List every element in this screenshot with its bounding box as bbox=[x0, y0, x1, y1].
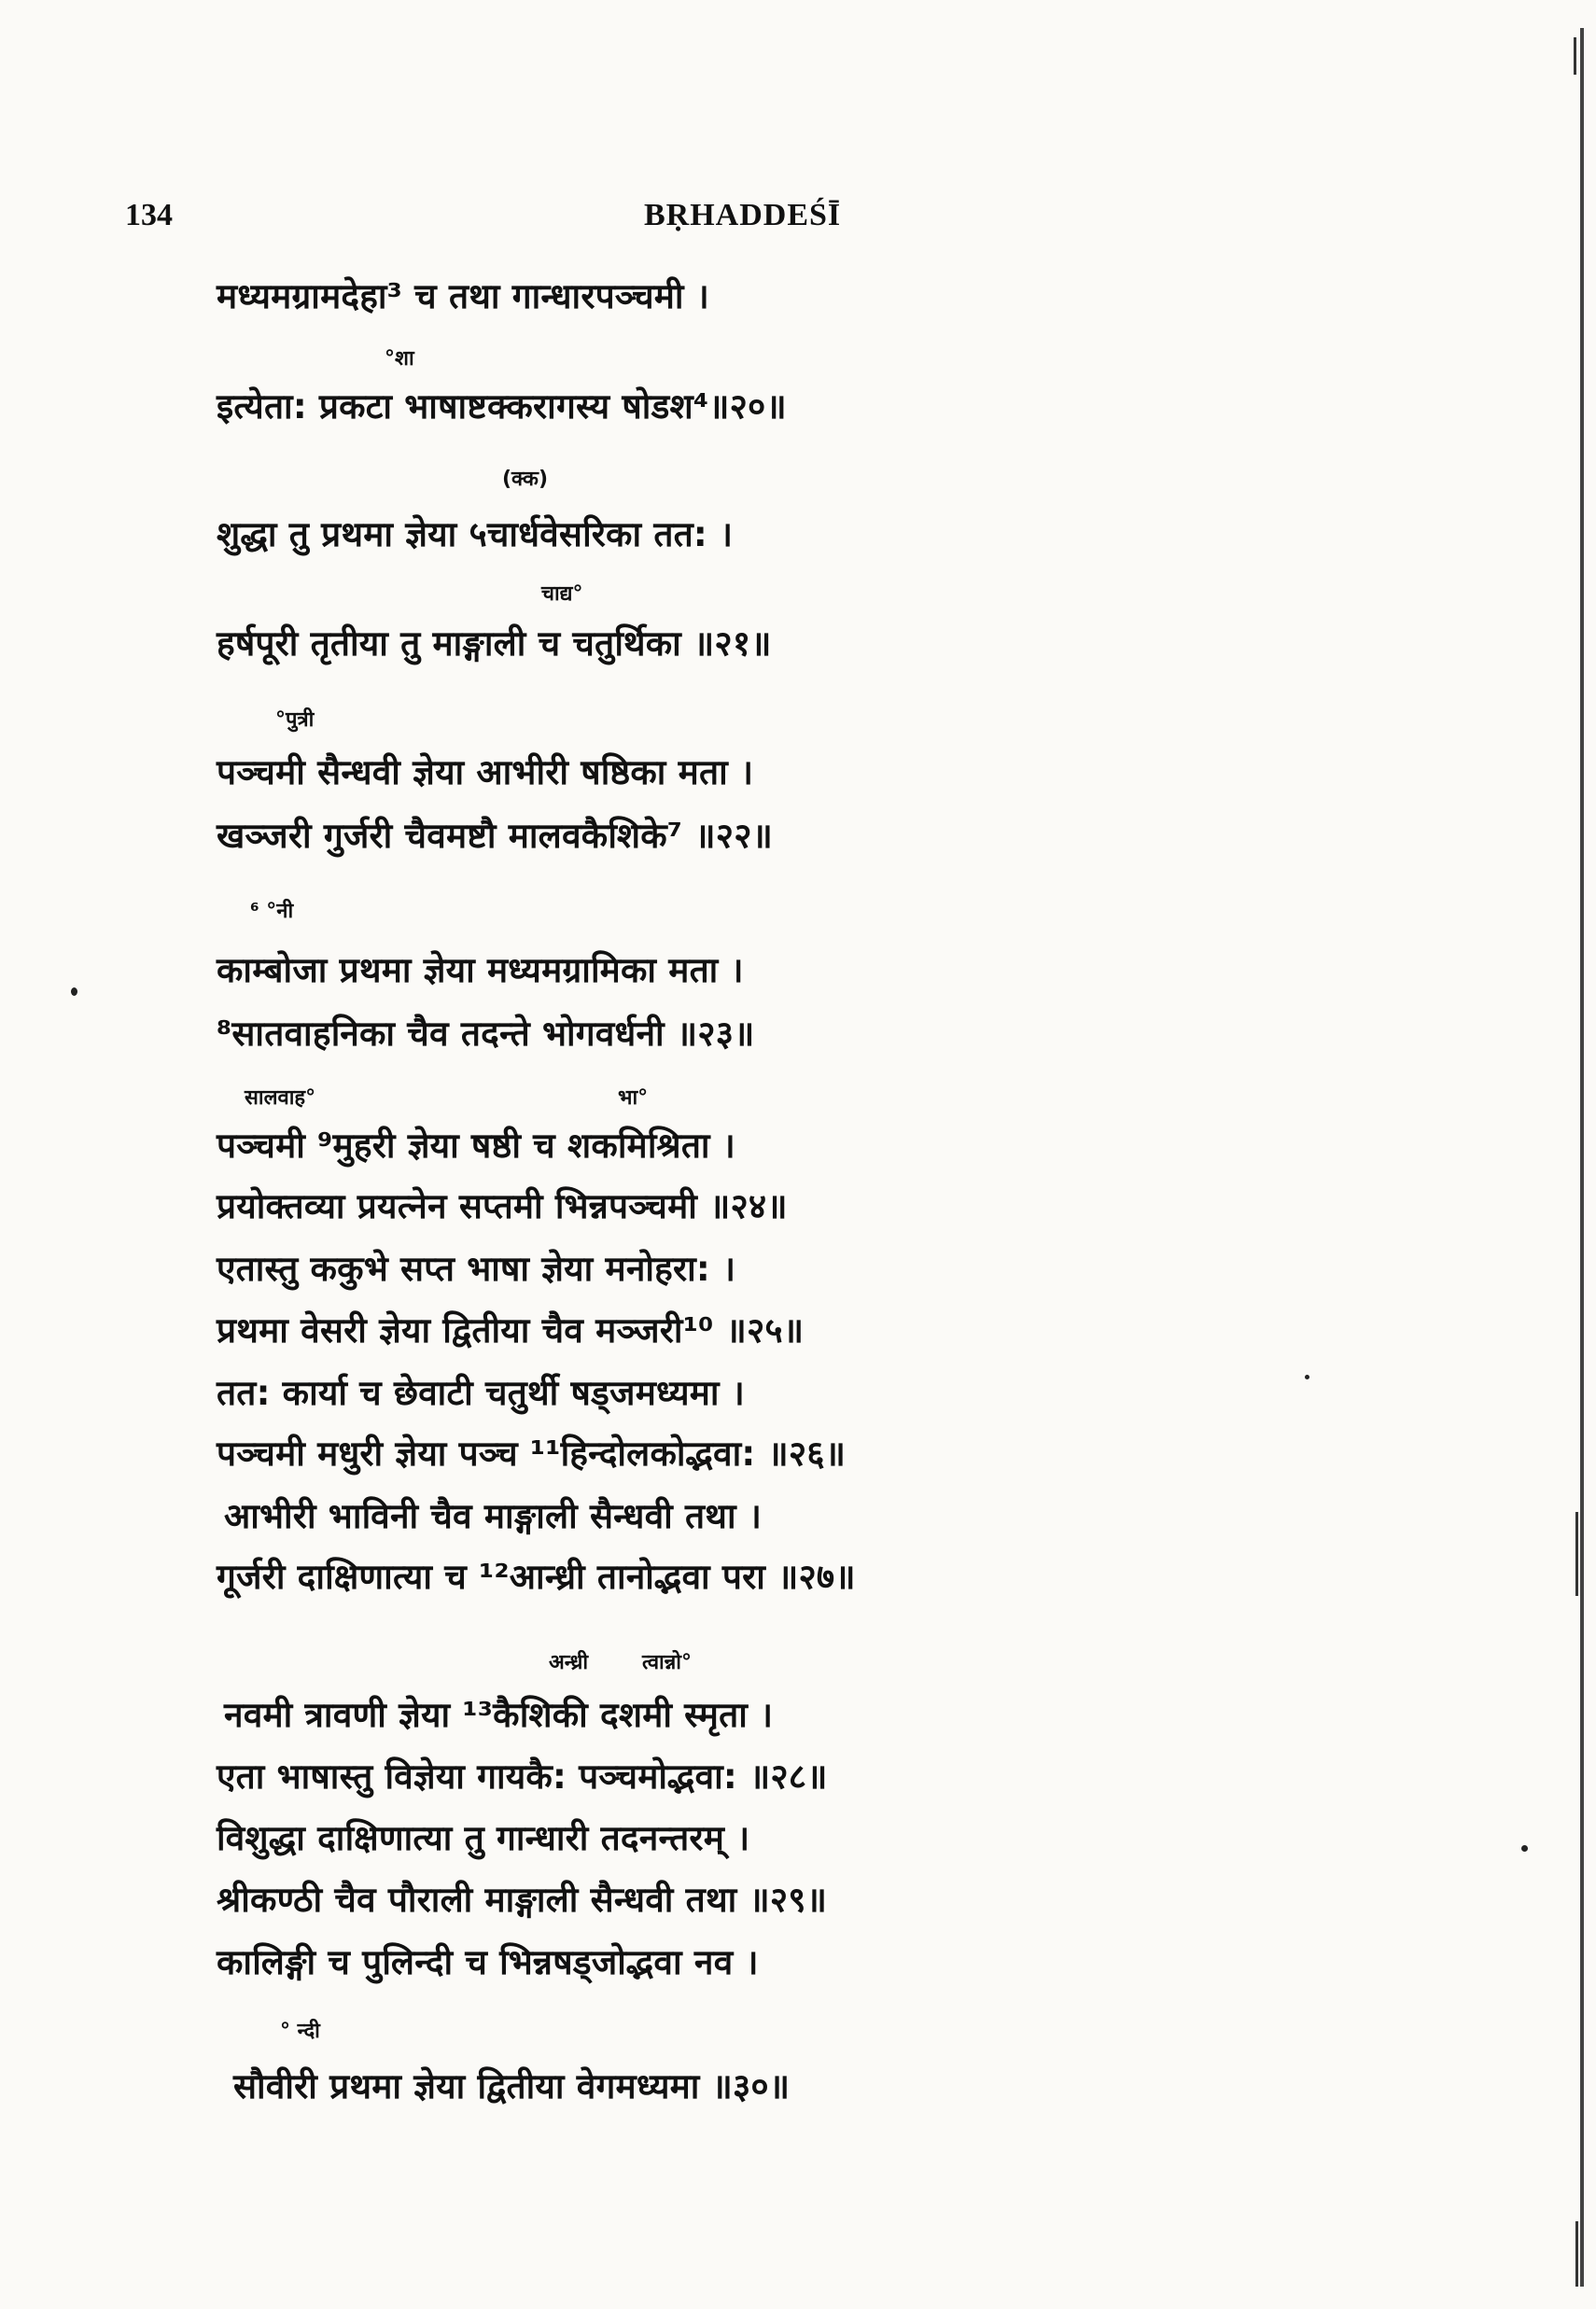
verse-line: हर्षपूरी तृतीया तु माङ्गाली च चतुर्थिका ॥२१॥ bbox=[217, 623, 772, 664]
scan-speck bbox=[1521, 1845, 1528, 1852]
variant-note: °पुत्री bbox=[275, 708, 315, 732]
variant-note: सालवाह° bbox=[245, 1086, 316, 1110]
verse-line: शुद्धा तु प्रथमा ज्ञेया ५चार्धवेसरिका तत: । bbox=[217, 514, 734, 554]
scan-speck bbox=[1305, 1375, 1309, 1379]
running-title: BṚHADDEŚĪ bbox=[644, 198, 842, 232]
variant-note: चाद्य° bbox=[541, 582, 583, 606]
edge-mark bbox=[1575, 1512, 1578, 1596]
verse-line: श्रीकण्ठी चैव पौराली माङ्गाली सैन्धवी तथा ॥२९॥ bbox=[217, 1880, 828, 1920]
verse-line: पञ्चमी ⁹मुहरी ज्ञेया षष्ठी च शकमिश्रिता । bbox=[217, 1126, 735, 1166]
verse-line: पञ्चमी सैन्धवी ज्ञेया आभीरी षष्ठिका मता । bbox=[217, 752, 754, 792]
variant-note: भा° bbox=[618, 1086, 649, 1110]
variant-note: अन्ध्री bbox=[549, 1651, 589, 1674]
variant-note: ⁶ °नी bbox=[250, 900, 294, 923]
verse-line: कालिङ्गी च पुलिन्दी च भिन्नषड्जोद्भवा नव । bbox=[217, 1942, 759, 1982]
variant-note: ° न्दी bbox=[280, 2020, 320, 2043]
verse-line: सौवीरी प्रथमा ज्ञेया द्वितीया वेगमध्यमा ॥३०॥ bbox=[233, 2066, 791, 2106]
edge-mark bbox=[1575, 2221, 1578, 2287]
variant-note: °शा bbox=[385, 347, 414, 371]
variant-note: (क्क) bbox=[502, 468, 548, 491]
verse-line: पञ्चमी मधुरी ज्ञेया पञ्च ¹¹हिन्दोलकोद्भवा: ॥२६॥ bbox=[217, 1434, 847, 1474]
page-edge-line bbox=[1580, 28, 1584, 2287]
verse-line: मध्यमग्रामदेहा³ च तथा गान्धारपञ्चमी । bbox=[217, 276, 710, 316]
verse-line: काम्बोजा प्रथमा ज्ञेया मध्यमग्रामिका मता । bbox=[217, 950, 744, 990]
verse-line: प्रयोक्तव्या प्रयत्नेन सप्तमी भिन्नपञ्चमी ॥२४॥ bbox=[217, 1186, 788, 1226]
verse-line: आभीरी भाविनी चैव माङ्गाली सैन्धवी तथा । bbox=[224, 1496, 763, 1536]
verse-line: एता भाषास्तु विज्ञेया गायकै: पञ्चमोद्भवा: ॥२८॥ bbox=[217, 1756, 828, 1797]
edge-mark bbox=[1574, 37, 1576, 75]
page-number: 134 bbox=[125, 198, 173, 232]
verse-line: प्रथमा वेसरी ज्ञेया द्वितीया चैव मञ्जरी¹⁰ ॥२५॥ bbox=[217, 1310, 805, 1350]
scan-speck bbox=[71, 987, 77, 996]
verse-line: तत: कार्या च छेवाटी चतुर्थी षड्जमध्यमा । bbox=[217, 1373, 745, 1413]
verse-line: इत्येता: प्रकटा भाषाष्टक्करागस्य षोडश⁴॥२०॥ bbox=[217, 386, 787, 427]
verse-line: ⁸सातवाहनिका चैव तदन्ते भोगवर्धनी ॥२३॥ bbox=[217, 1014, 755, 1054]
verse-line: विशुद्धा दाक्षिणात्या तु गान्धारी तदनन्तरम् । bbox=[217, 1818, 750, 1858]
verse-line: गूर्जरी दाक्षिणात्या च ¹²आन्ध्री तानोद्भवा परा ॥२७॥ bbox=[217, 1557, 856, 1597]
variant-note: त्वान्नो° bbox=[642, 1651, 692, 1674]
verse-line: खञ्जरी गुर्जरी चैवमष्टौ मालवकैशिके⁷ ॥२२॥ bbox=[217, 816, 773, 856]
verse-line: नवमी त्रावणी ज्ञेया ¹³कैशिकी दशमी स्मृता । bbox=[224, 1695, 774, 1735]
verse-line: एतास्तु ककुभे सप्त भाषा ज्ञेया मनोहरा: । bbox=[217, 1249, 736, 1289]
